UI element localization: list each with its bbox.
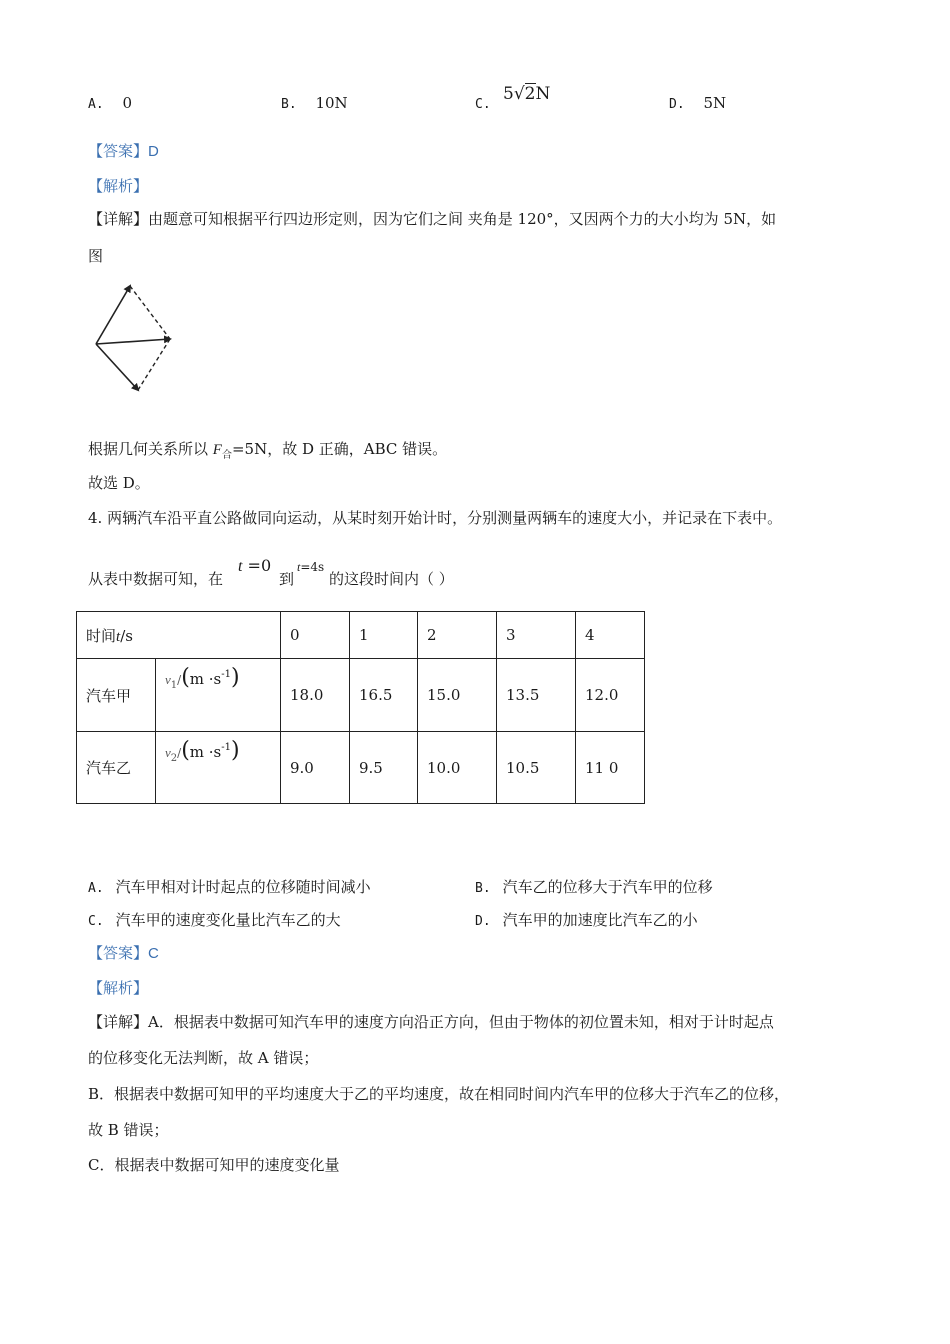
table-time-cell: 0 (281, 612, 350, 659)
q3-option-a: A. 0 (88, 94, 132, 112)
force-diagram (88, 278, 188, 400)
force-arrow-lower (96, 344, 138, 390)
q4-option-b: B. 汽车乙的位移大于汽车甲的位移 (475, 878, 713, 896)
q3-detail-line1: 【详解】由题意可知根据平行四边形定则，因为它们之间 夹角是 120°，又因两个力的大小均为 5N，如 (88, 210, 777, 228)
q3-option-c: C. (475, 97, 491, 112)
q4-t0-expression: t =0 (238, 556, 272, 575)
table-cell: 9.0 (281, 732, 350, 804)
table-cell: 10.5 (497, 732, 576, 804)
q4-analysis-tag: 【解析】 (88, 979, 149, 997)
q4-detail-a2: 的位移变化无法判断，故 A 错误； (88, 1049, 319, 1067)
q4-detail-c1: C．根据表中数据可知甲的速度变化量 (88, 1156, 340, 1174)
q3-detail-line4: 故选 D。 (88, 474, 150, 492)
table-row (77, 732, 645, 804)
table-time-cell: 4 (576, 612, 645, 659)
q4-stem-post: 的这段时间内（ ） (329, 570, 454, 588)
table-cell: 18.0 (281, 659, 350, 732)
table-time-cell: 2 (418, 612, 497, 659)
q4-t4-expression: t=4s (297, 560, 325, 574)
sqrt-icon: √ (513, 84, 525, 104)
q4-option-c: C. 汽车甲的速度变化量比汽车乙的大 (88, 911, 341, 929)
dashed-edge-upper (130, 286, 170, 339)
table-cell: 11 0 (576, 732, 645, 804)
q4-option-d: D. 汽车甲的加速度比汽车乙的小 (475, 911, 698, 929)
table-cell: 9.5 (350, 732, 418, 804)
q4-detail-b1: B．根据表中数据可知甲的平均速度大于乙的平均速度，故在相同时间内汽车甲的位移大于汽车乙的位移， (88, 1085, 790, 1103)
q4-stem-line1: 4. 两辆汽车沿平直公路做同向运动，从某时刻开始计时，分别测量两辆车的速度大小，并记录在下表中。 (88, 509, 783, 527)
table-time-cell: 1 (350, 612, 418, 659)
q3-option-c-value: 5√2N (503, 84, 551, 104)
q4-detail-a1: 【详解】A．根据表中数据可知汽车甲的速度方向沿正方向，但由于物体的初位置未知，相对于计时起点 (88, 1013, 774, 1031)
unit-cell: $v_1/(m \cdot s^{-1})$ (156, 659, 281, 732)
table-cell: 12.0 (576, 659, 645, 732)
resultant-arrow (96, 339, 170, 344)
car-name-cell: 汽车甲 (77, 659, 156, 732)
q3-option-b: B. 10N (281, 94, 348, 112)
q4-answer: 【答案】C (88, 944, 159, 962)
table-cell: 15.0 (418, 659, 497, 732)
q3-analysis-tag: 【解析】 (88, 177, 149, 195)
table-header-cell: 时间t/s (77, 612, 281, 659)
q4-detail-b2: 故 B 错误； (88, 1121, 169, 1139)
dashed-edge-lower (138, 339, 170, 390)
q4-stem-mid: 到 (279, 570, 295, 588)
q3-answer: 【答案】D (88, 142, 159, 160)
table-cell: 13.5 (497, 659, 576, 732)
table-cell: 16.5 (350, 659, 418, 732)
table-cell: 10.0 (418, 732, 497, 804)
force-arrow-upper (96, 286, 130, 344)
q3-detail-line2: 图 (88, 247, 104, 265)
car-name-cell: 汽车乙 (77, 732, 156, 804)
table-row (77, 659, 645, 732)
q3-option-d: D. 5N (669, 94, 727, 112)
q3-detail-line3: 根据几何关系所以 $F_合=5N$，故 D 正确，ABC 错误。 (88, 440, 448, 461)
table-time-cell: 3 (497, 612, 576, 659)
unit-cell: $v_2/(m \cdot s^{-1})$ (156, 732, 281, 804)
speed-table (76, 611, 645, 804)
q4-stem-line2: 从表中数据可知，在 (88, 570, 224, 588)
q4-option-a: A. 汽车甲相对计时起点的位移随时间减小 (88, 878, 371, 896)
table-header-row (77, 612, 645, 659)
